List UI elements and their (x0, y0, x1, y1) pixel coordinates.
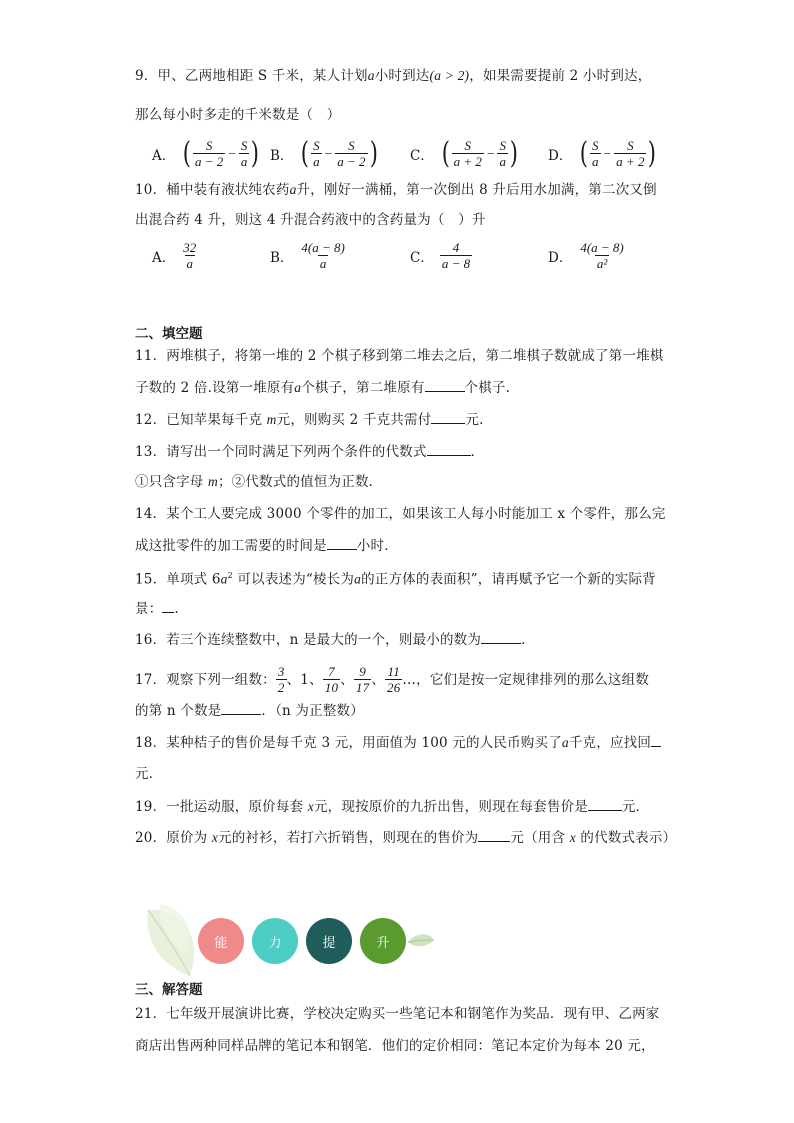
answer-blank[interactable] (431, 409, 465, 424)
answer-blank[interactable] (162, 598, 174, 613)
ability-banner (140, 900, 440, 980)
fraction (193, 138, 225, 169)
q15-line1: 15．单项式 $6a^2$ 可以表述为“棱长为a的正方体的表面积”，请再赋予它一个新的实际背 (135, 571, 656, 588)
q17-line2: 的第 n 个数是 ．（n 为正整数） (135, 700, 364, 721)
numerator: 9 (359, 664, 366, 679)
numerator: S (348, 138, 355, 153)
paren: ) (648, 135, 657, 171)
answer-blank[interactable] (478, 827, 510, 842)
answer-blank[interactable] (481, 629, 521, 644)
fraction (311, 138, 322, 169)
answer-blank[interactable] (651, 732, 661, 747)
fraction (578, 240, 625, 271)
option-label: D． (548, 249, 573, 266)
answer-blank[interactable] (327, 535, 357, 550)
q13-line2: ①只含字母 m；②代数式的值恒为正数． (135, 474, 383, 490)
fraction (239, 138, 250, 169)
fraction (614, 138, 646, 169)
fraction (354, 664, 371, 695)
q9-line1: 9．甲、乙两地相距 S 千米，某人计划a小时到达(a > 2)，如果需要提前 2 小时到达， (135, 68, 652, 84)
operator: − (324, 145, 333, 161)
numerator: 3 (277, 664, 285, 679)
denominator: a (592, 154, 599, 169)
denominator: a (313, 154, 320, 169)
small-leaf-icon (406, 930, 436, 952)
q10-option-c[interactable] (410, 240, 472, 271)
q16: 16．若三个连续整数中，n 是最大的一个，则最小的数为 ． (135, 629, 535, 650)
answer-blank[interactable] (427, 441, 471, 456)
denominator: a (499, 154, 506, 169)
denominator: a² (596, 256, 608, 271)
fraction (452, 138, 484, 169)
paren: ( (441, 135, 450, 171)
q12: 12．已知苹果每千克 m元，则购买 2 千克共需付 元. (135, 409, 484, 430)
q21-line2: 商店出售两种同样品牌的笔记本和钢笔．他们的定价相同：笔记本定价为每本 20 元， (135, 1038, 655, 1054)
section-fill-in: 二、填空题 (135, 326, 203, 342)
denominator: 2 (277, 680, 285, 695)
denominator: a + 2 (616, 154, 645, 169)
numerator: 7 (328, 664, 335, 679)
numerator: 4 (452, 240, 460, 255)
numerator: S (313, 138, 320, 153)
fraction (440, 240, 472, 271)
option-label: B． (270, 249, 294, 266)
denominator: a (319, 256, 327, 271)
q11-line2: 子数的 2 倍.设第一堆原有a个棋子，第二堆原有 个棋子. (135, 377, 510, 398)
option-label: C． (410, 147, 434, 164)
answer-blank[interactable] (425, 377, 465, 392)
numerator: S (592, 138, 599, 153)
q9-option-a[interactable] (152, 135, 261, 171)
option-label: A． (152, 249, 176, 266)
fraction (335, 138, 367, 169)
operator: − (486, 145, 495, 161)
denominator: a − 2 (194, 154, 224, 169)
numerator: 4(a − 8) (580, 240, 624, 255)
banner-circle: 升 (360, 918, 406, 964)
q18-line1: 18．某种桔子的售价是每千克 3 元，用面值为 100 元的人民币购买了a千克，应找回 (135, 732, 661, 753)
q9-option-d[interactable] (548, 135, 658, 171)
numerator: 11 (387, 664, 400, 679)
separator: 、 (340, 671, 354, 688)
fraction (590, 138, 601, 169)
q21-line1: 21．七年级开展演讲比赛，学校决定购买一些笔记本和钢笔作为奖品．现有甲、乙两家 (135, 1006, 660, 1022)
denominator: a − 8 (441, 256, 471, 271)
section-answer: 三、解答题 (135, 982, 203, 998)
fraction (181, 240, 198, 271)
paren: ( (580, 135, 589, 171)
numerator: S (499, 138, 506, 153)
denominator: a + 2 (453, 154, 482, 169)
operator: − (228, 145, 236, 161)
q10-option-b[interactable] (270, 240, 347, 271)
q19: 19．一批运动服，原价每套 x元，现按原价的九折出售，则现在每套售价是 元． (135, 796, 649, 817)
answer-blank[interactable] (221, 700, 261, 715)
q14-line2: 成这批零件的加工需要的时间是 小时． (135, 535, 398, 556)
denominator: 10 (324, 680, 339, 695)
q9-line2: 那么每小时多走的千米数是（ ） (135, 107, 341, 123)
numerator: 4(a − 8) (301, 240, 345, 255)
q9-option-c[interactable] (410, 135, 520, 171)
paren: ) (251, 135, 260, 171)
option-label: A． (152, 147, 176, 164)
option-label: B． (270, 147, 294, 164)
numerator: S (205, 138, 213, 153)
q15-line2: 景： . (135, 598, 179, 619)
q17-sequence (276, 664, 403, 695)
denominator: a − 2 (337, 154, 366, 169)
q10-option-a[interactable] (152, 240, 198, 271)
numerator: S (240, 138, 248, 153)
paren: ( (183, 135, 192, 171)
option-label: D． (548, 147, 573, 164)
banner-circle: 能 (198, 918, 244, 964)
numerator: 32 (183, 240, 197, 255)
separator: 、 (371, 671, 386, 688)
fraction (323, 664, 340, 695)
paren: ( (301, 135, 310, 171)
operator: − (603, 145, 612, 161)
q20: 20．原价为 x元的衬衫，若打六折销售，则现在的售价为 元（用含 x 的代数式表示） (135, 827, 676, 848)
q9-option-b[interactable] (270, 135, 379, 171)
denominator: 17 (355, 680, 370, 695)
q14-line1: 14．某个工人要完成 3000 个零件的加工，如果该工人每小时能加工 x 个零件，那么完 (135, 506, 666, 522)
q10-option-d[interactable] (548, 240, 626, 271)
numerator: S (627, 138, 634, 153)
separator: 、1、 (286, 671, 323, 688)
fraction (385, 664, 402, 695)
denominator: a (240, 154, 248, 169)
option-label: C． (410, 249, 434, 266)
fraction (497, 138, 508, 169)
paren: ) (369, 135, 378, 171)
answer-blank[interactable] (588, 796, 622, 811)
fraction (299, 240, 346, 271)
denominator: 26 (387, 680, 401, 695)
fraction (276, 664, 287, 695)
q10-line2: 出混合药 4 升，则这 4 升混合药液中的含药量为（ ）升 (135, 212, 486, 228)
banner-circle: 提 (306, 918, 352, 964)
q10-line1: 10．桶中装有液状纯农药a升，刚好一满桶，第一次倒出 8 升后用水加满，第二次又倒 (135, 182, 657, 198)
paren: ) (509, 135, 518, 171)
numerator: S (464, 138, 471, 153)
denominator: a (186, 256, 193, 271)
q13-line1: 13．请写出一个同时满足下列两个条件的代数式 ． (135, 441, 484, 462)
q11-line1: 11．两堆棋子，将第一堆的 2 个棋子移到第二堆去之后，第二堆棋子数就成了第一堆棋 (135, 348, 664, 364)
banner-circle: 力 (252, 918, 298, 964)
q18-line2: 元． (135, 766, 163, 782)
q17-line1: 17．观察下列一组数： $\frac{3}{2}$ 、1、 $\frac{7}{10}$ 、 $\frac{9}{17}$ 、 $\frac{11}{26}$ …，它们是按一定规律排列的那么这组数 (135, 664, 650, 695)
